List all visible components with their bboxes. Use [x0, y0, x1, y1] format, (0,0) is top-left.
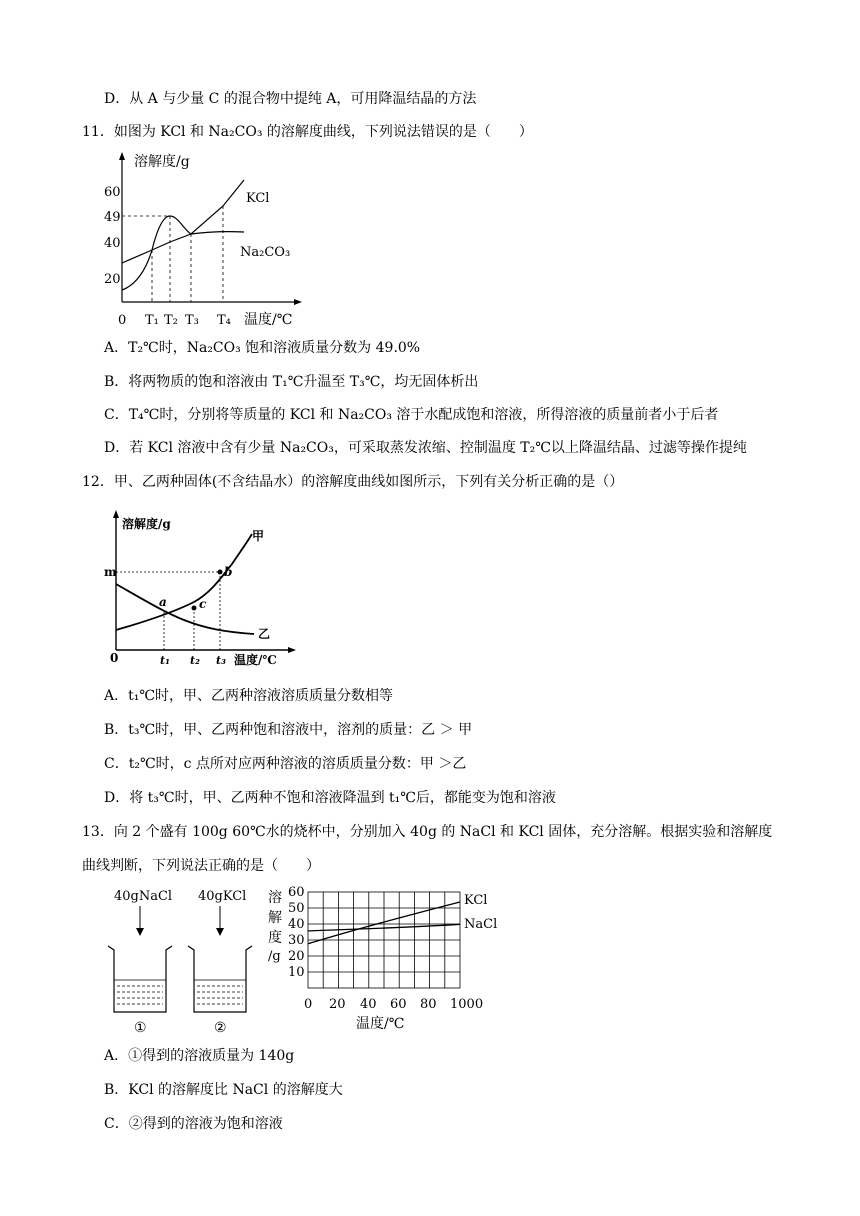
- q13-beaker1-arrow-icon: [136, 928, 144, 936]
- q13-ytick-40: 40: [288, 917, 305, 932]
- q13-beaker1-number: ①: [134, 1020, 147, 1034]
- q12-solubility-chart: [104, 508, 300, 670]
- q12-label-c: c: [199, 597, 207, 611]
- q11-ytick-20: 20: [104, 272, 121, 287]
- q13-beaker2-number: ②: [214, 1020, 227, 1034]
- q13-chart-grid: [308, 892, 460, 988]
- q12-point-c: [192, 606, 197, 611]
- q11-ytick-40: 40: [104, 236, 121, 251]
- q11-xtick-t3: T₃: [185, 313, 199, 328]
- q12-option-a: A．t₁℃时，甲、乙两种溶液溶质质量分数相等: [104, 688, 394, 704]
- q13-option-a: A．①得到的溶液质量为 140g: [104, 1048, 295, 1064]
- q11-option-b: B．将两物质的饱和溶液由 T₁℃升温至 T₃℃，均无固体析出: [104, 374, 479, 390]
- q13-stem-line2: 曲线判断，下列说法正确的是（ ）: [82, 858, 320, 874]
- q13-ytick-10: 10: [288, 965, 305, 980]
- q11-option-a: A．T₂℃时，Na₂CO₃ 饱和溶液质量分数为 49.0%: [104, 340, 421, 356]
- q13-series-kcl: KCl: [464, 893, 488, 908]
- q11-option-d: D．若 KCl 溶液中含有少量 Na₂CO₃，可采取蒸发浓缩、控制温度 T₂℃以上降温结晶、过滤等操作提纯: [104, 440, 747, 456]
- q11-series-kcl: KCl: [246, 191, 270, 206]
- q13-xtick-40: 40: [360, 997, 377, 1012]
- q12-option-b: B．t₃℃时，甲、乙两种饱和溶液中，溶剂的质量：乙 ＞ 甲: [104, 722, 473, 738]
- q13-beaker2-arrow-icon: [216, 928, 224, 936]
- q12-jia-curve: [116, 534, 252, 630]
- q13-xtick-60: 60: [390, 997, 407, 1012]
- q11-y-arrow: [119, 152, 125, 160]
- q13-series-nacl: NaCl: [464, 917, 498, 932]
- q11-option-c: C．T₄℃时，分别将等质量的 KCl 和 Na₂CO₃ 溶于水配成饱和溶液，所得溶液的质量前者小于后者: [104, 407, 719, 423]
- q13-ylabel-char2: 解: [268, 910, 282, 926]
- q13-beaker2: [188, 946, 252, 1012]
- q13-xtick-80: 80: [420, 997, 437, 1012]
- q13-xtick-0: 0: [304, 997, 313, 1012]
- q13-ylabel-char3: 度: [268, 930, 282, 946]
- q13-yticks: [288, 885, 305, 980]
- q11-x-arrow: [294, 299, 302, 305]
- q13-x-label: 温度/℃: [356, 1016, 405, 1032]
- q12-option-d: D．将 t₃℃时，甲、乙两种不饱和溶液降温到 t₁℃后，都能变为饱和溶液: [104, 790, 556, 806]
- q11-xtick-t4: T₄: [217, 313, 231, 328]
- q13-option-c: C．②得到的溶液为饱和溶液: [104, 1116, 283, 1132]
- q13-xtick-1000: 1000: [450, 997, 484, 1012]
- q13-beaker1: [108, 946, 172, 1012]
- q13-experiment-figure: [100, 882, 510, 1034]
- q12-xtick-t3: t₃: [216, 654, 226, 667]
- q12-option-c: C．t₂℃时，c 点所对应两种溶液的溶质质量分数：甲 ＞乙: [104, 756, 467, 772]
- q13-ylabel-char4: /g: [268, 949, 281, 964]
- q11-xtick-t1: T₁: [145, 313, 159, 328]
- q12-xtick-t2: t₂: [190, 654, 200, 667]
- q13-stem-line1: 13．向 2 个盛有 100g 60℃水的烧杯中，分别加入 40g 的 NaCl 和 KCl 固体，充分溶解。根据实验和溶解度: [82, 824, 773, 840]
- q11-y-label: 溶解度/g: [134, 154, 190, 170]
- q13-ytick-20: 20: [288, 949, 305, 964]
- q12-x-label: 温度/℃: [234, 653, 277, 667]
- q11-ytick-60: 60: [104, 185, 121, 200]
- q12-label-a: a: [159, 595, 167, 609]
- q12-xtick-t1: t₁: [160, 654, 170, 667]
- q11-stem: 11．如图为 KCl 和 Na₂CO₃ 的溶解度曲线，下列说法错误的是（ ）: [82, 124, 533, 140]
- q13-ytick-30: 30: [288, 933, 305, 948]
- q13-xticks: [304, 997, 483, 1012]
- q12-stem: 12．甲、乙两种固体(不含结晶水）的溶解度曲线如图所示，下列有关分析正确的是（）: [82, 474, 624, 490]
- q11-series-na2co3: Na₂CO₃: [240, 245, 291, 260]
- q11-kcl-curve: [122, 180, 244, 263]
- q11-xtick-0: 0: [118, 313, 127, 328]
- q12-series-yi: 乙: [258, 627, 271, 641]
- q12-point-b: [218, 570, 223, 575]
- q12-origin: 0: [110, 651, 119, 665]
- q11-ytick-49: 49: [104, 210, 121, 225]
- q13-beaker2-label: 40gKCl: [198, 889, 247, 904]
- q12-label-b: b: [224, 565, 233, 579]
- q11-solubility-chart: [96, 150, 310, 330]
- q13-beaker1-label: 40gNaCl: [114, 889, 173, 904]
- q11-x-label: 温度/℃: [244, 312, 293, 328]
- q12-yi-curve: [116, 584, 254, 634]
- q12-y-arrow: [113, 510, 119, 518]
- q13-xtick-20: 20: [329, 997, 346, 1012]
- q12-x-arrow: [288, 647, 296, 653]
- q10-option-d: D．从 A 与少量 C 的混合物中提纯 A，可用降温结晶的方法: [104, 91, 477, 107]
- q11-xtick-t2: T₂: [164, 313, 178, 328]
- q11-na2co3-curve: [122, 216, 244, 290]
- q13-ylabel-char1: 溶: [268, 890, 282, 906]
- q13-option-b: B．KCl 的溶解度比 NaCl 的溶解度大: [104, 1082, 343, 1098]
- q12-series-jia: 甲: [252, 529, 265, 543]
- q12-y-label: 溶解度/g: [122, 517, 171, 531]
- q13-ytick-60: 60: [288, 885, 305, 900]
- q12-ytick-m: m: [104, 565, 117, 579]
- q13-ytick-50: 50: [288, 901, 305, 916]
